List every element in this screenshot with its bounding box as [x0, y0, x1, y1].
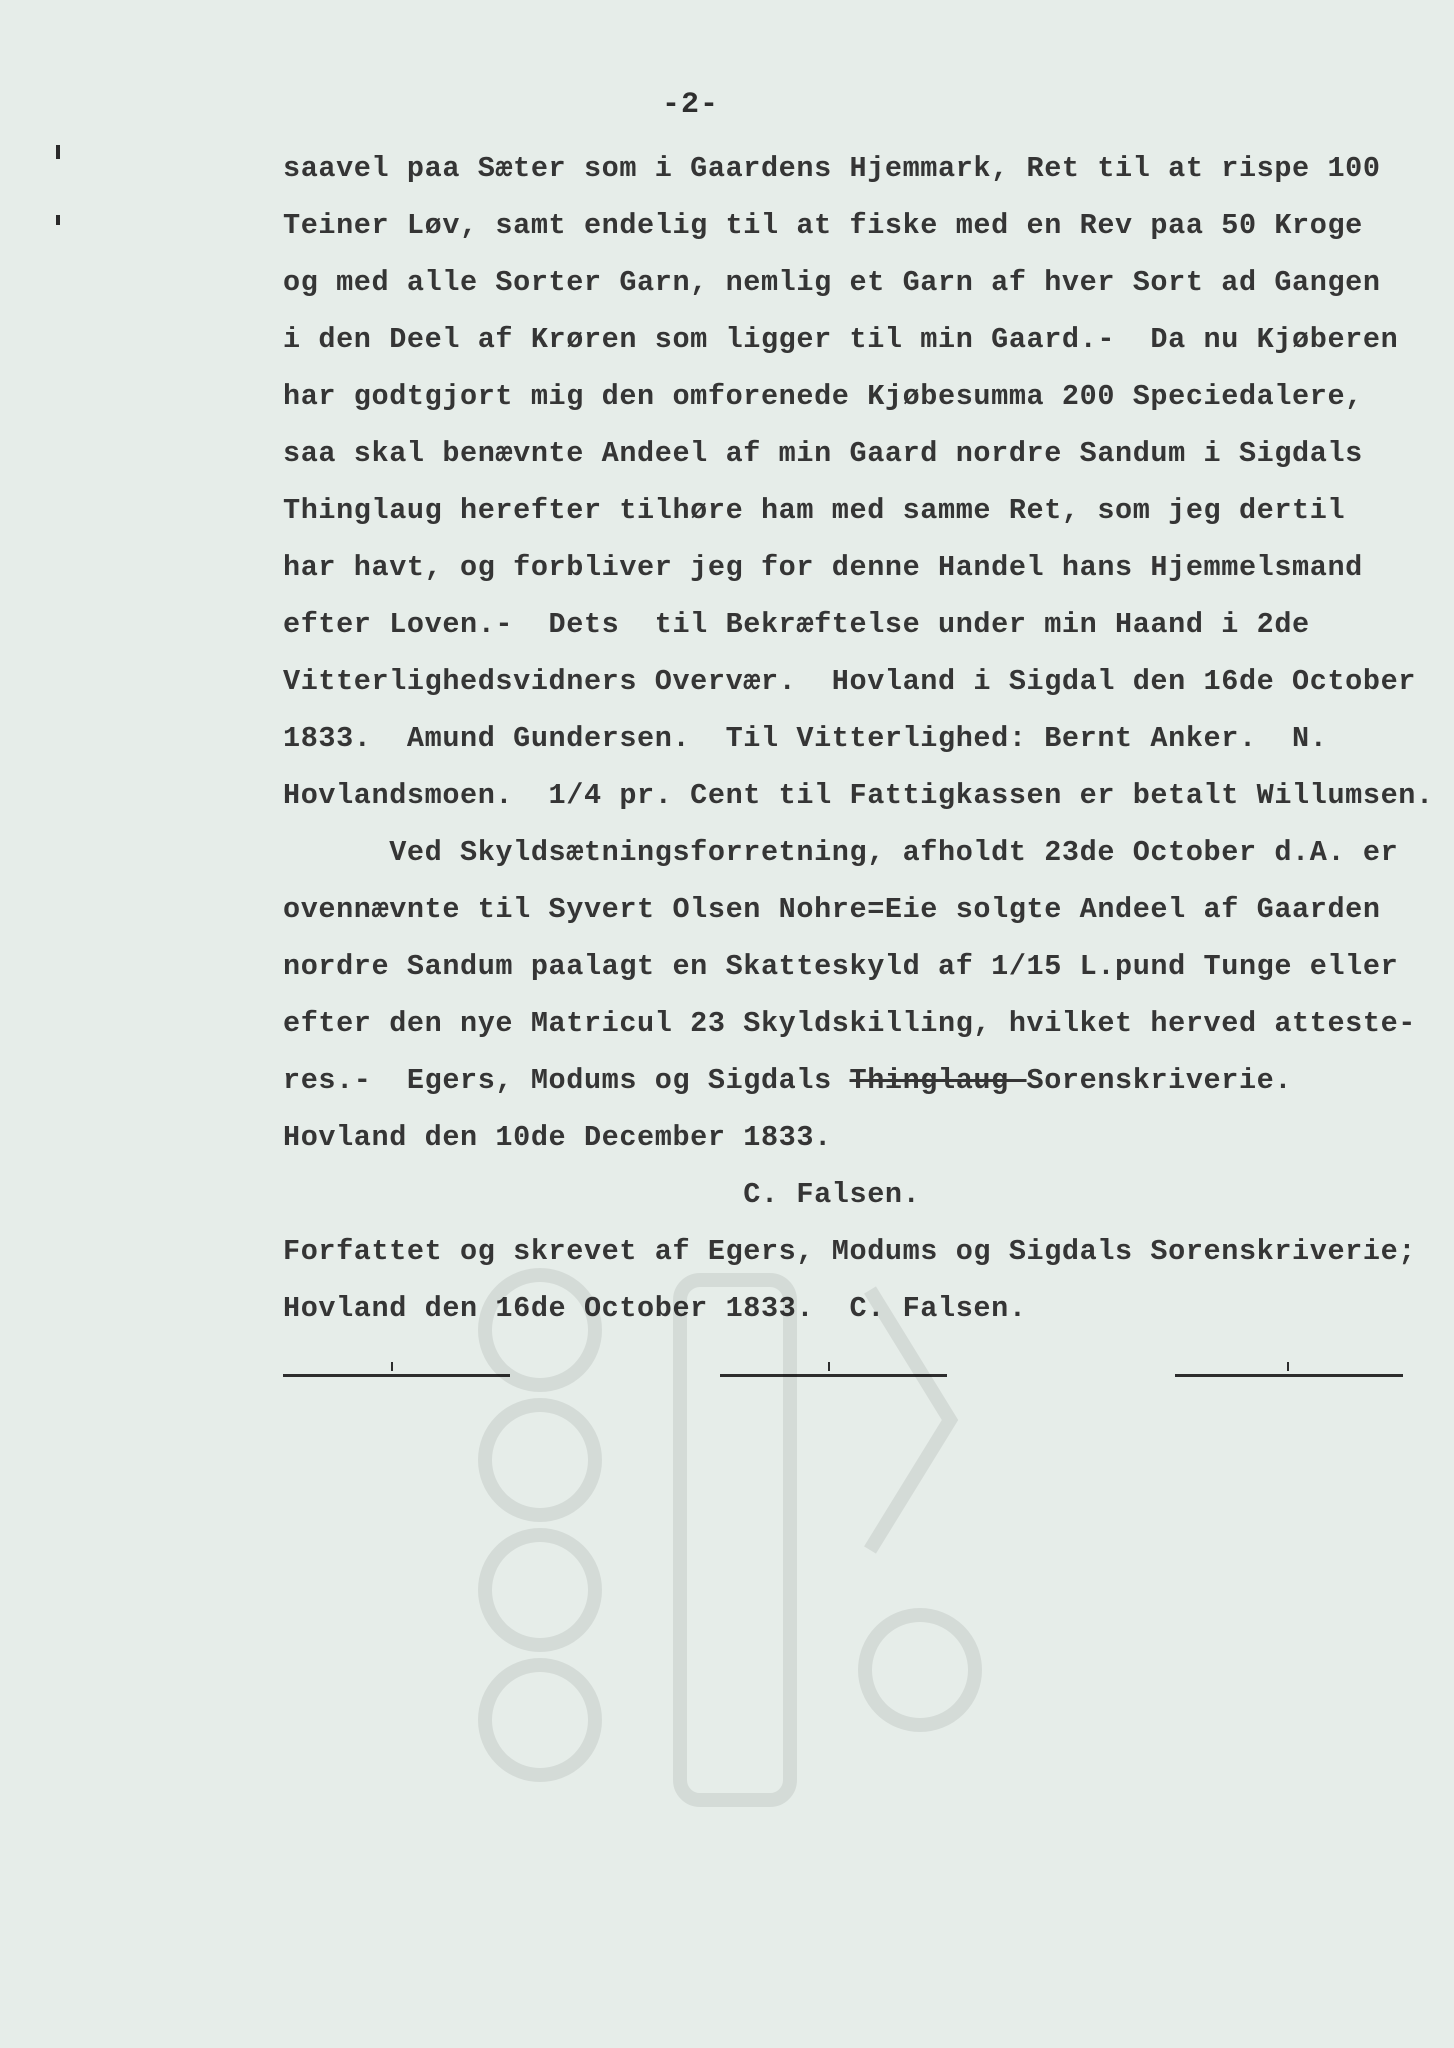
background-watermark — [470, 1200, 1170, 2000]
text-line: nordre Sandum paalagt en Skatteskyld af 1/15 L.pund Tunge eller — [283, 950, 1399, 983]
text-line: Hovland den 10de December 1833. — [283, 1121, 832, 1154]
separator-rule — [1175, 1374, 1403, 1377]
text-line: Thinglaug herefter tilhøre ham med samme Ret, som jeg dertil — [283, 494, 1346, 527]
margin-mark — [56, 215, 60, 225]
text-line: har godtgjort mig den omforenede Kjøbesumma 200 Speciedalere, — [283, 380, 1363, 413]
text-line: efter Loven.- Dets til Bekræftelse under min Haand i 2de — [283, 608, 1310, 641]
text-line: saavel paa Sæter som i Gaardens Hjemmark, Ret til at rispe 100 — [283, 152, 1381, 185]
text-segment: res.- Egers, Modums og Sigdals — [283, 1064, 850, 1097]
text-line: Ved Skyldsætningsforretning, afholdt 23de October d.A. er — [283, 836, 1399, 869]
text-line: Teiner Løv, samt endelig til at fiske med en Rev paa 50 Kroge — [283, 209, 1363, 242]
page-number: -2- — [662, 88, 720, 122]
text-line: efter den nye Matricul 23 Skyldskilling, hvilket herved atteste- — [283, 1007, 1416, 1040]
text-line: Forfattet og skrevet af Egers, Modums og Sigdals Sorenskriverie; — [283, 1235, 1416, 1268]
text-segment: Sorenskriverie. — [1026, 1064, 1293, 1097]
text-line: har havt, og forbliver jeg for denne Handel hans Hjemmelsmand — [283, 551, 1363, 584]
text-line: Hovland den 16de October 1833. C. Falsen. — [283, 1292, 1027, 1325]
text-line: saa skal benævnte Andeel af min Gaard nordre Sandum i Sigdals — [283, 437, 1363, 470]
text-line: og med alle Sorter Garn, nemlig et Garn af hver Sort ad Gangen — [283, 266, 1381, 299]
text-line: ovennævnte til Syvert Olsen Nohre=Eie solgte Andeel af Gaarden — [283, 893, 1381, 926]
rule-tick — [391, 1362, 393, 1371]
text-line: 1833. Amund Gundersen. Til Vitterlighed: Bernt Anker. N. — [283, 722, 1328, 755]
text-line: Hovlandsmoen. 1/4 pr. Cent til Fattigkassen er betalt Willumsen. — [283, 779, 1434, 812]
signature-line: C. Falsen. — [283, 1178, 921, 1211]
text-line: Vitterlighedsvidners Overvær. Hovland i Sigdal den 16de October — [283, 665, 1416, 698]
struck-word: Thinglaug — [849, 1064, 1027, 1097]
margin-mark — [56, 145, 60, 159]
text-line-with-strikethrough — [283, 1052, 1423, 1109]
document-body — [283, 140, 1434, 1337]
text-line: i den Deel af Krøren som ligger til min Gaard.- Da nu Kjøberen — [283, 323, 1399, 356]
rule-tick — [1287, 1362, 1289, 1371]
